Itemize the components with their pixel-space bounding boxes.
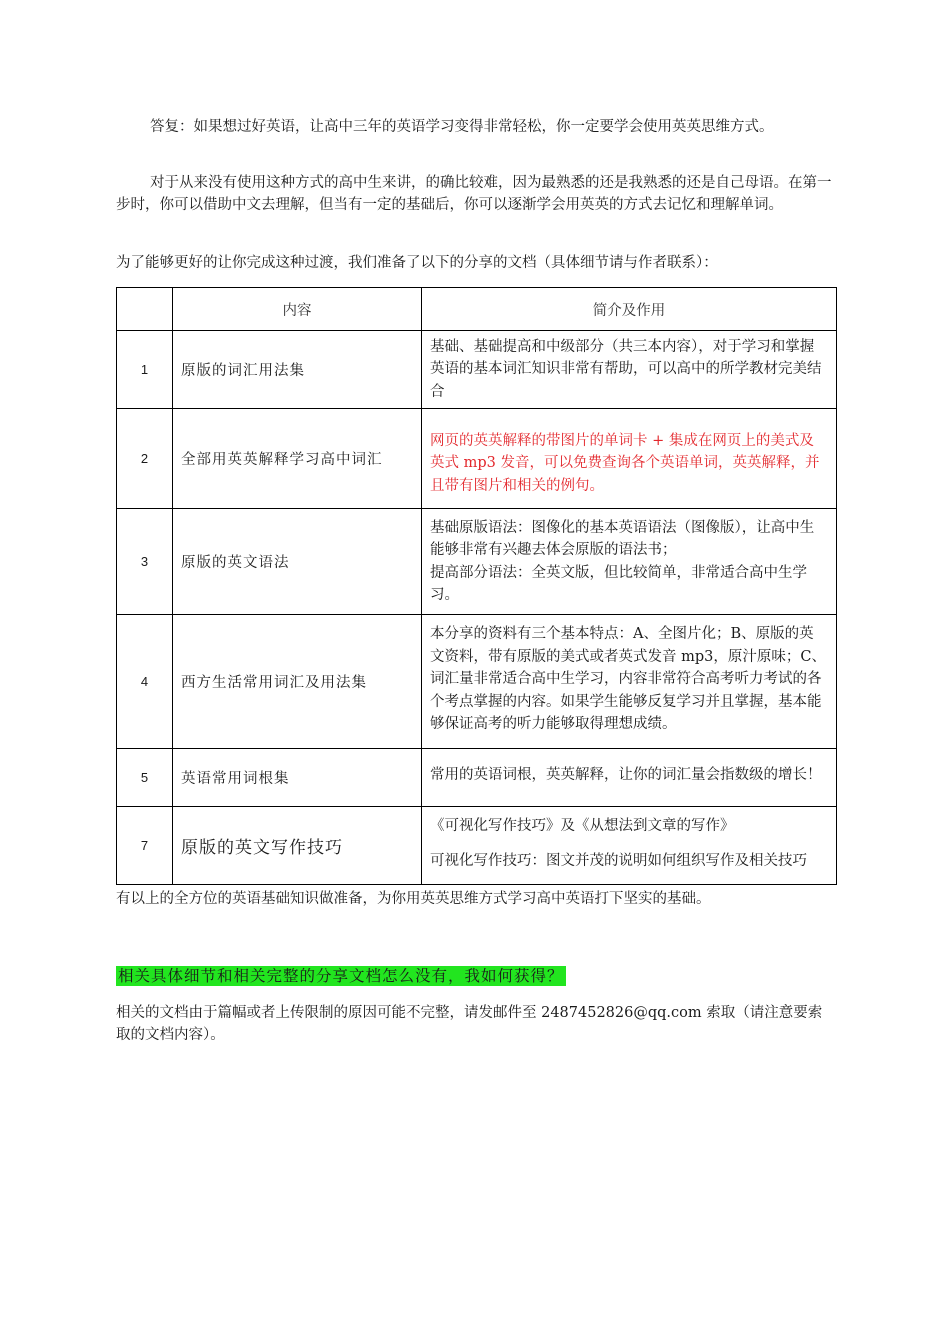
row-description: 基础、基础提高和中级部分（共三本内容），对于学习和掌握英语的基本词汇知识非常有帮助，可以高中的所学教材完美结合: [422, 331, 837, 409]
row-name: 全部用英英解释学习高中词汇: [173, 409, 422, 509]
table-row: [117, 807, 837, 885]
table-row: [117, 615, 837, 749]
row-number: 4: [117, 615, 173, 749]
description-part-a: 《可视化写作技巧》及《从想法到文章的写作》: [430, 818, 735, 834]
description-part-b: 可视化写作技巧：图文并茂的说明如何组织写作及相关技巧: [430, 852, 807, 869]
row-number: 2: [117, 409, 173, 509]
description-part-b: 提高部分语法：全英文版，但比较简单，非常适合高中生学习。: [430, 564, 807, 603]
intro-paragraph-1: 答复：如果想过好英语，让高中三年的英语学习变得非常轻松，你一定要学会使用英英思维方式。: [150, 119, 774, 135]
highlight-text: 相关具体细节和相关完整的分享文档怎么没有，我如何获得？: [118, 967, 564, 985]
row-number: 7: [117, 807, 173, 885]
row-description: 常用的英语词根，英英解释，让你的词汇量会指数级的增长！: [422, 749, 837, 807]
table-row: [117, 749, 837, 807]
intro-paragraph-2: 对于从来没有使用这种方式的高中生来讲，的确比较难，因为最熟悉的还是我熟悉的还是自己母语。在第一步时，你可以借助中文去理解，但当有一定的基础后，你可以逐渐学会用英英的方式去记忆和理解单词。: [116, 175, 832, 213]
row-name: 西方生活常用词汇及用法集: [173, 615, 422, 749]
row-number: 1: [117, 331, 173, 409]
row-number: 5: [117, 749, 173, 807]
row-name: 原版的英文语法: [173, 509, 422, 615]
closing-paragraph: 有以上的全方位的英语基础知识做准备，为你用英英思维方式学习高中英语打下坚实的基础。: [116, 891, 711, 907]
header-content: 内容: [173, 288, 422, 331]
row-description: 本分享的资料有三个基本特点：A、全图片化；B、原版的英文资料，带有原版的美式或者英式发音 mp3，原汁原味；C、词汇量非常适合高中生学习，内容非常符合高考听力考试的各个考点掌握的内容。如果学生能够反复学习并且掌握，基本能够保证高考的听力能够取得理想成绩。: [422, 615, 837, 749]
row-name: 原版的英文写作技巧: [173, 807, 422, 885]
row-description: [422, 509, 837, 615]
table-row: [117, 509, 837, 615]
header-index: [117, 288, 173, 331]
row-description: [422, 807, 837, 885]
contact-paragraph: 相关的文档由于篇幅或者上传限制的原因可能不完整，请发邮件至 2487452826@qq.com 索取（请注意要索取的文档内容）。: [116, 1005, 823, 1043]
row-name: 英语常用词根集: [173, 749, 422, 807]
table-row: [117, 331, 837, 409]
header-description: 简介及作用: [422, 288, 837, 331]
table-header-row: [117, 288, 837, 331]
intro-paragraph-3: 为了能够更好的让你完成这种过渡，我们准备了以下的分享的文档（具体细节请与作者联系）：: [116, 255, 718, 271]
resource-table: [116, 287, 837, 885]
row-number: 3: [117, 509, 173, 615]
row-description: 网页的英英解释的带图片的单词卡 + 集成在网页上的美式及英式 mp3 发音，可以免费查询各个英语单词，英英解释，并且带有图片和相关的例句。: [422, 409, 837, 509]
description-part-a: 基础原版语法：图像化的基本英语语法（图像版），让高中生能够非常有兴趣去体会原版的语法书；: [430, 519, 815, 558]
highlighted-question: [116, 964, 566, 988]
table-row: [117, 409, 837, 509]
row-name: 原版的词汇用法集: [173, 331, 422, 409]
